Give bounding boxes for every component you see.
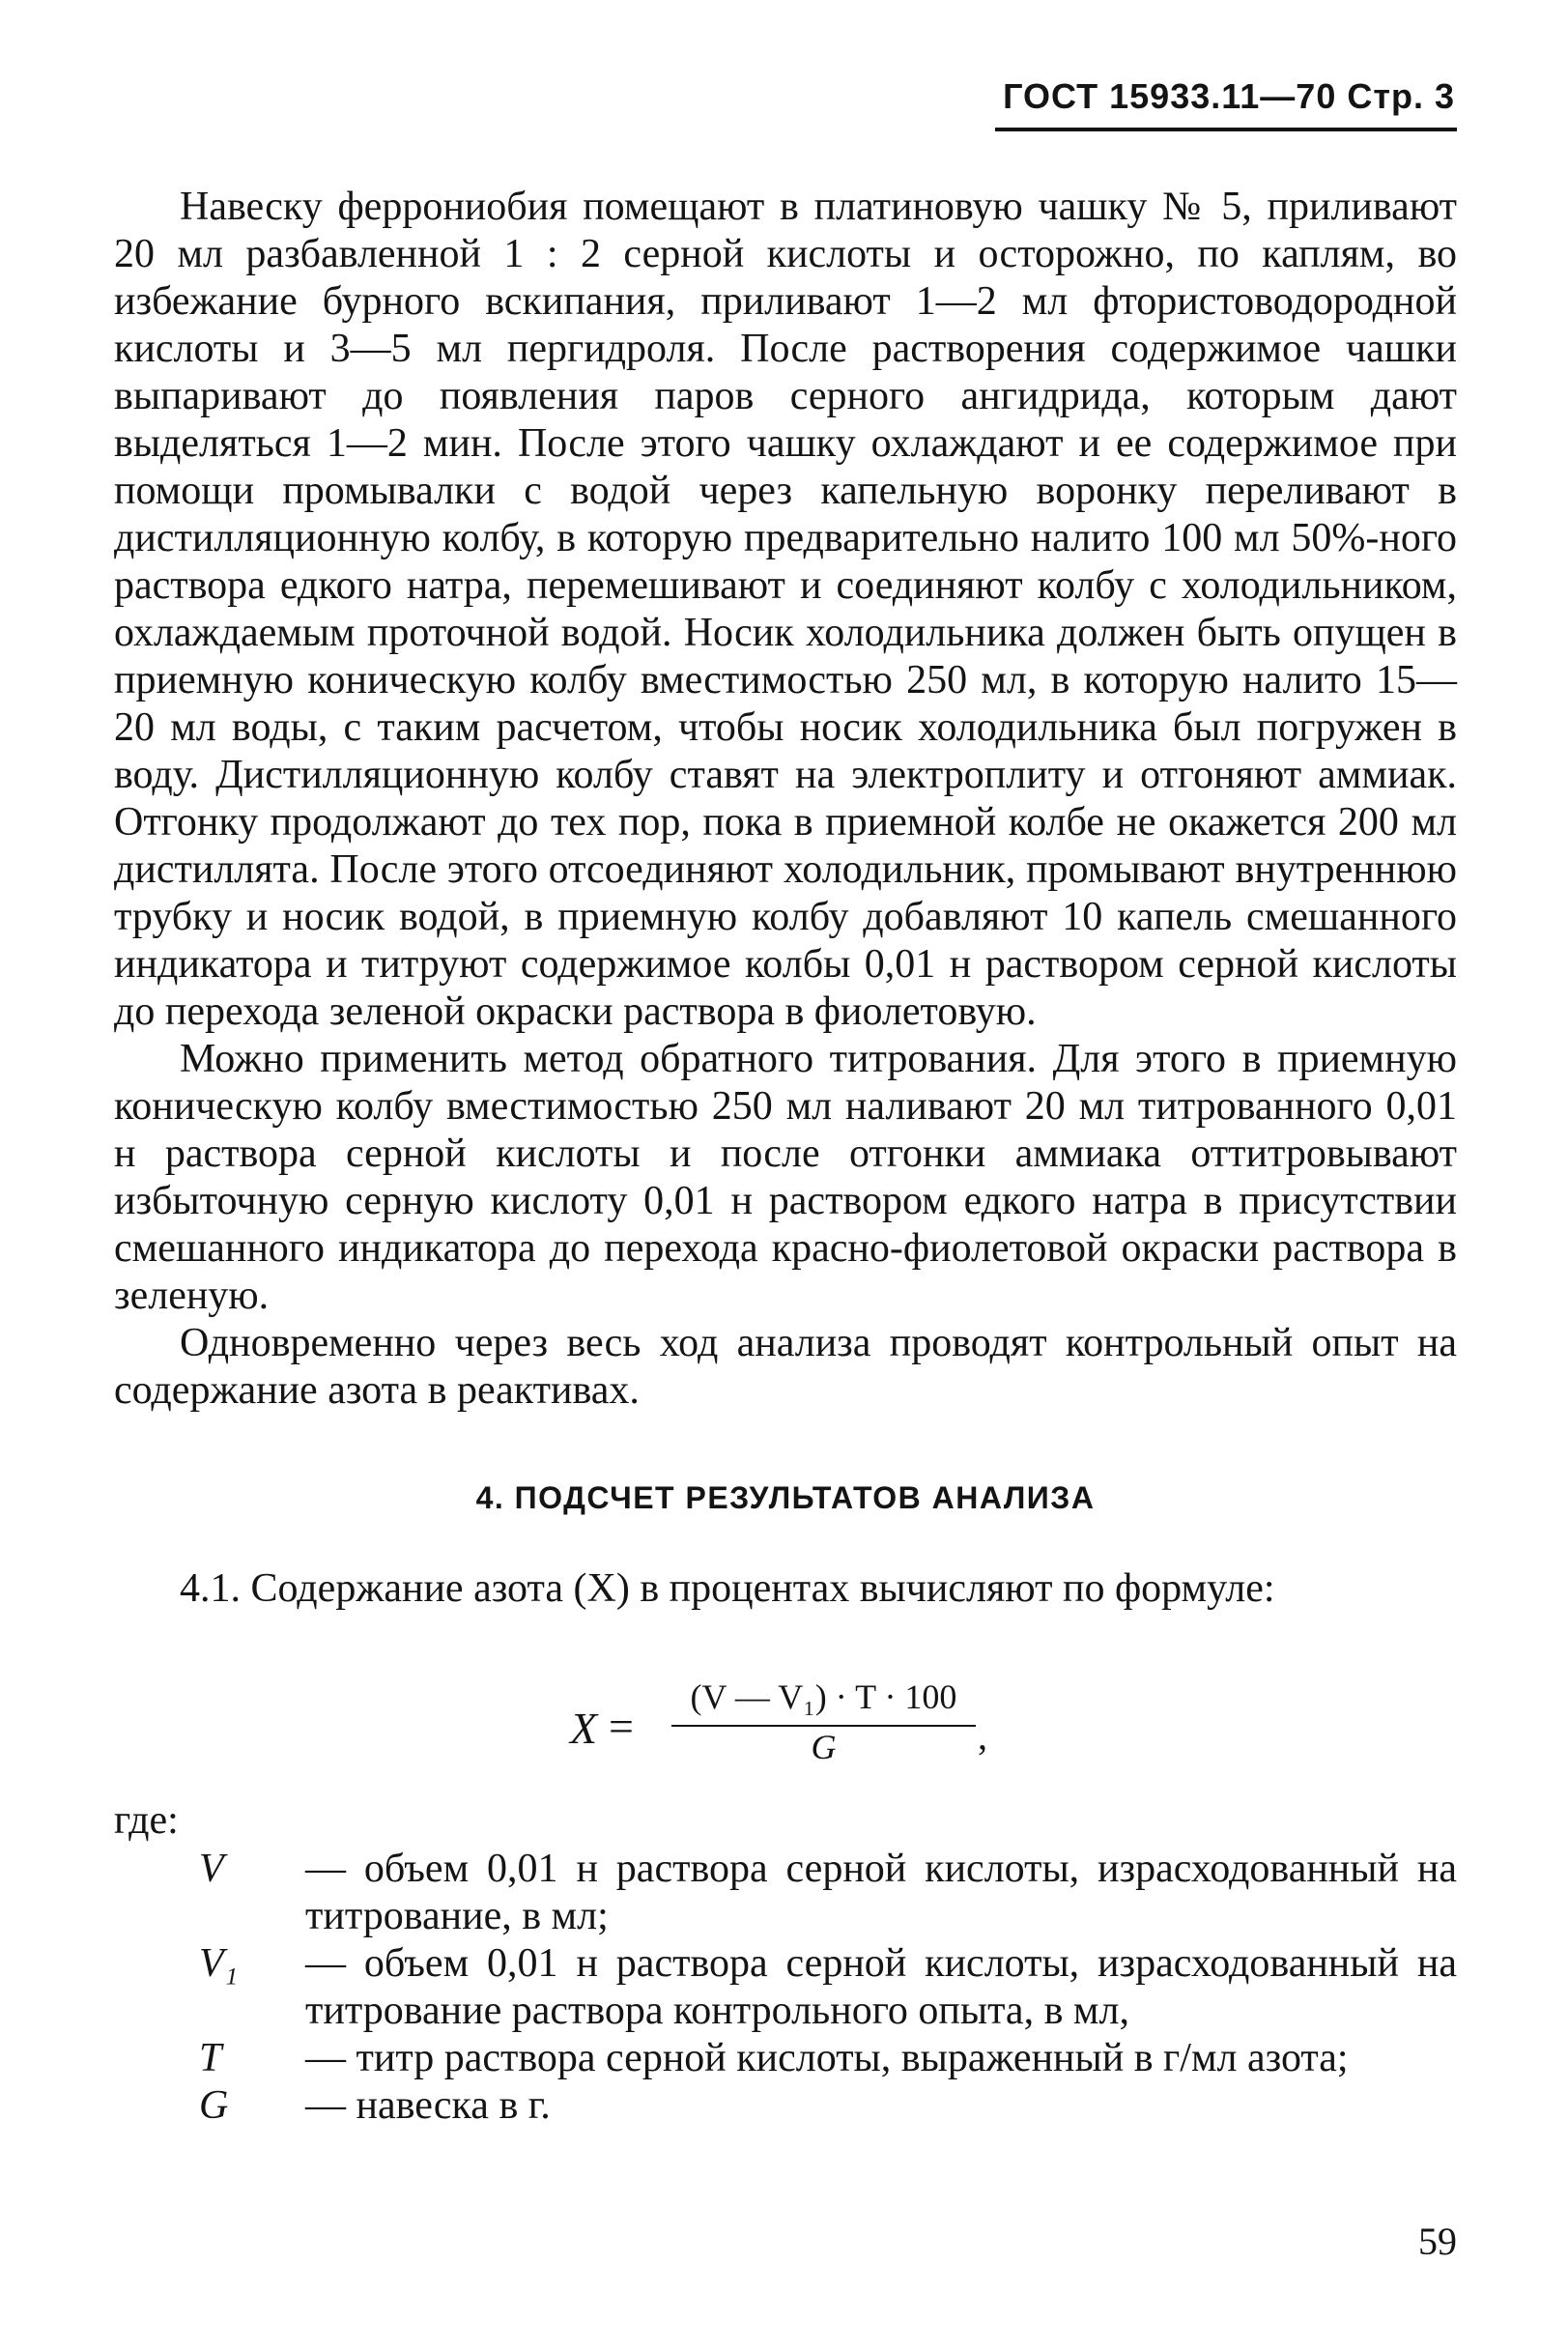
header-rule (995, 128, 1457, 131)
paragraph-back-titration: Можно применить метод обратного титрования. Для этого в приемную коническую колбу вместимостью 250 мл наливают 20 мл титрованного 0,01 н раствора серной кислоты и после отгонки аммиака оттитровывают избыточную серную кислоту 0,01 н раствором едкого натра в присутствии смешанного индикатора до перехода красно-фиолетовой окраски раствора в зеленую. (114, 1037, 1457, 1318)
legend-definition: — объем 0,01 н раствора серной кислоты, израсходованный на титрование раствора контрольного опыта, в мл, (305, 1941, 1457, 2033)
section-title: 4. ПОДСЧЕТ РЕЗУЛЬТАТОВ АНАЛИЗА (475, 1480, 1096, 1515)
formula-comma: , (978, 1714, 987, 1758)
formula-denominator: G (811, 1728, 837, 1766)
legend-definition: — навеска в г. (305, 2083, 551, 2128)
legend-item (114, 1940, 1457, 2035)
legend-head: где: (114, 1798, 179, 1843)
paragraph-procedure: Навеску феррониобия помещают в платиновую чашку № 5, приливают 20 мл разбавленной 1 : 2 серной кислоты и осторожно, по каплям, во избежание бурного вскипания, приливают 1—2 мл фтористоводородной кислоты и 3—5 мл пергидроля. После растворения содержимое чашки выпаривают до появления паров серного ангидрида, которым дают выделяться 1—2 мин. После этого чашку охлаждают и ее содержимое при помощи промывалки с водой через капельную воронку переливают в дистилляционную колбу, в которую предварительно налито 100 мл 50%-ного раствора едкого натра, перемешивают и соединяют колбу с холодильником, охлаждаемым проточной водой. Носик холодильника должен быть опущен в приемную коническую колбу вместимостью 250 мл, в которую налито 15—20 мл воды, с таким расчетом, чтобы носик холодильника был погружен в воду. Дистилляционную колбу ставят на электроплиту и отгоняют аммиак. Отгонку продолжают до тех пор, пока в приемной колбе не окажется 200 мл дистиллята. После этого отсоединяют холодильник, промывают внутреннюю трубку и носик водой, в приемную колбу добавляют 10 капель смешанного индикатора и титруют содержимое колбы 0,01 н раствором серной кислоты до перехода зеленой окраски раствора в фиолетовую. (114, 185, 1457, 1034)
formula (570, 1677, 1111, 1783)
body-text (114, 184, 1457, 1415)
legend-symbol: T (199, 2036, 222, 2080)
running-header: ГОСТ 15933.11—70 Стр. 3 (1003, 76, 1455, 116)
formula-numerator: (V — V₁) · T · 100 (690, 1677, 957, 1716)
paragraph-control-test: Одновременно через весь ход анализа проводят контрольный опыт на содержание азота в реактивах. (114, 1321, 1457, 1413)
legend-item (114, 2035, 1457, 2082)
page-number: 59 (1418, 2220, 1457, 2263)
section-intro: 4.1. Содержание азота (X) в процентах вычисляют по формуле: (180, 1566, 1275, 1611)
legend-symbol: V (199, 1847, 224, 1891)
legend-definition: — титр раствора серной кислоты, выраженный в г/мл азота; (305, 2036, 1349, 2080)
formula-equals: = (609, 1702, 634, 1751)
section-intro-block (114, 1565, 1457, 1613)
variable-legend (114, 1846, 1457, 2130)
legend-item (114, 2082, 1457, 2130)
formula-lhs: X (570, 1704, 598, 1753)
legend-item (114, 1846, 1457, 1940)
legend-symbol: V₁ (199, 1941, 239, 1986)
legend-definition: — объем 0,01 н раствора серной кислоты, израсходованный на титрование, в мл; (305, 1847, 1457, 1938)
legend-symbol: G (199, 2083, 229, 2128)
